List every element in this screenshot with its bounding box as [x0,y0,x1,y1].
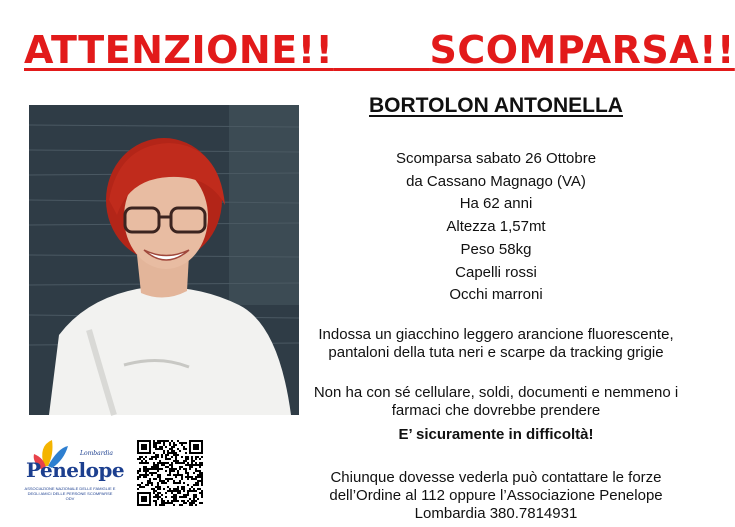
contact-text: Chiunque dovesse vederla può contattare le forze dell’Ordine al 112 oppure l’Associazione Penelope Lombardia 380.7814931 [329,469,663,522]
detail-place: da Cassano Magnago (VA) [406,172,586,190]
detail-eyes: Occhi marroni [449,286,543,304]
headline [24,28,735,72]
detail-date: Scomparsa sabato 26 Ottobre [395,150,597,167]
detail-age: Ha 62 anni [459,195,533,213]
detail-weight: Peso 58kg [460,240,532,258]
missing-person-photo [29,105,299,415]
logo-name: Penelope [26,458,125,482]
details-list [300,148,692,307]
clothing-description: Indossa un giacchino leggero arancione fluorescente, pantaloni della tuta neri e scarpe da tracking grigie [318,326,674,361]
warning-text: E’ sicuramente in difficoltà! [398,426,594,443]
headline-attention: ATTENZIONE!! [24,28,334,72]
detail-height: Altezza 1,57mt [446,218,546,236]
headline-missing: SCOMPARSA!! [429,28,735,72]
headline-gap [333,28,429,72]
penelope-logo [24,436,125,516]
missing-person-name: BORTOLON ANTONELLA [369,94,623,117]
logo-region: Lombardia [80,450,113,457]
logo-subtitle: ASSOCIAZIONE NAZIONALE DELLE FAMIGLIE E DEGLI AMICI DELLE PERSONE SCOMPARSE ODV [24,486,116,501]
qr-code-icon [137,440,203,506]
belongings-description: Non ha con sé cellulare, soldi, documenti e nemmeno i farmaci che dovrebbe prendere [313,384,679,419]
detail-hair: Capelli rossi [455,263,537,281]
